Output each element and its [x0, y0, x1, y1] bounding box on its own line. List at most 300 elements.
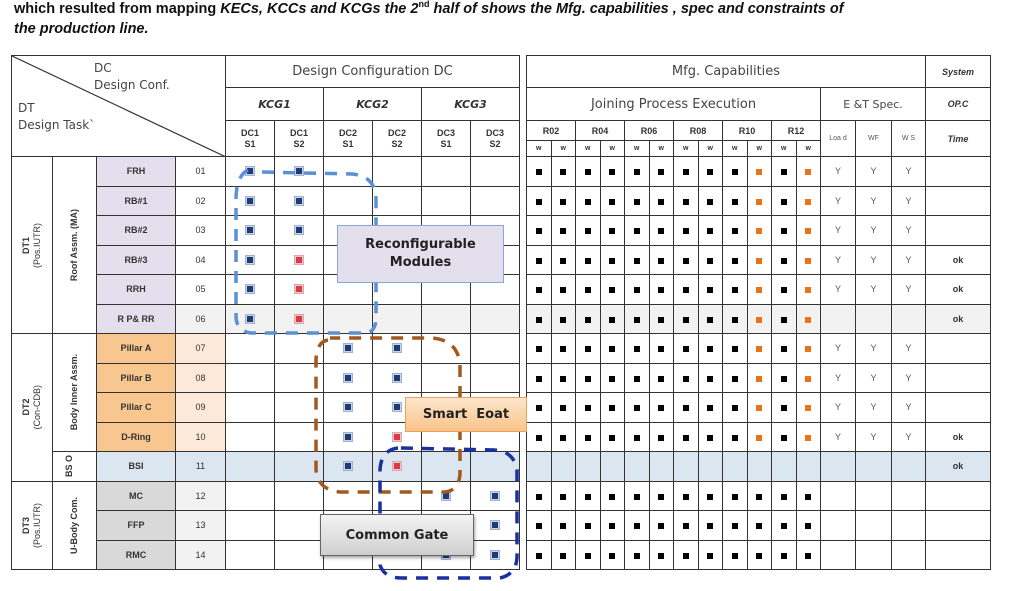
part-number: 01 [176, 157, 226, 187]
weld-cell [576, 481, 601, 511]
black-square-icon [732, 435, 738, 441]
black-square-icon [536, 258, 542, 264]
black-square-icon [683, 494, 689, 500]
black-square-icon [781, 258, 787, 264]
weld-col-header: w [723, 141, 748, 157]
black-square-icon [609, 169, 615, 175]
spec-cell: Y [892, 363, 926, 393]
weld-cell [576, 452, 601, 482]
black-square-icon [707, 287, 713, 293]
spec-cell [892, 304, 926, 334]
blue-mark-icon [442, 492, 450, 500]
weld-cell [625, 334, 650, 364]
dc-cell [226, 393, 275, 423]
blue-mark-icon [491, 551, 499, 559]
weld-col-header: w [674, 141, 699, 157]
weld-cell [772, 422, 797, 452]
weld-cell [600, 334, 625, 364]
weld-col-header: w [772, 141, 797, 157]
black-square-icon [536, 346, 542, 352]
blue-mark-icon [246, 256, 254, 264]
black-square-icon [536, 553, 542, 559]
black-square-icon [732, 405, 738, 411]
black-square-icon [732, 228, 738, 234]
black-square-icon [585, 376, 591, 382]
black-square-icon [707, 523, 713, 529]
blue-mark-icon [491, 492, 499, 500]
dc-cell [226, 275, 275, 305]
black-square-icon [634, 346, 640, 352]
part-name: RB#2 [97, 216, 176, 246]
weld-cell [674, 275, 699, 305]
weld-cell [649, 422, 674, 452]
weld-cell [796, 245, 821, 275]
weld-cell [600, 393, 625, 423]
spec-cell: Y [856, 216, 892, 246]
dc-cell [226, 481, 275, 511]
black-square-icon [683, 258, 689, 264]
weld-cell [674, 216, 699, 246]
weld-cell [747, 540, 772, 570]
weld-cell [747, 363, 772, 393]
spec-cell: Y [892, 216, 926, 246]
weld-col-header: w [551, 141, 576, 157]
spec-cell: Y [821, 334, 856, 364]
dc-col-header: DC2 S2 [373, 121, 422, 157]
dc-cell [275, 275, 324, 305]
dc-cell [275, 186, 324, 216]
weld-col-header: w [625, 141, 650, 157]
weld-cell [576, 334, 601, 364]
dc-cell [226, 363, 275, 393]
weld-cell [527, 216, 552, 246]
dc-cell [324, 363, 373, 393]
black-square-icon [634, 553, 640, 559]
red-mark-icon [295, 256, 303, 264]
weld-cell [625, 481, 650, 511]
weld-cell [527, 422, 552, 452]
weld-cell [796, 216, 821, 246]
dc-cell [422, 363, 471, 393]
et-spec-header: E &T Spec. [821, 88, 926, 121]
black-square-icon [732, 346, 738, 352]
weld-cell [551, 275, 576, 305]
table-row [12, 157, 520, 187]
dc-col-header: DC1 S2 [275, 121, 324, 157]
weld-cell [747, 275, 772, 305]
black-square-icon [683, 346, 689, 352]
blue-mark-icon [344, 344, 352, 352]
black-square-icon [732, 258, 738, 264]
black-square-icon [781, 523, 787, 529]
black-square-icon [585, 287, 591, 293]
weld-cell [698, 275, 723, 305]
spec-cell [821, 540, 856, 570]
black-square-icon [609, 228, 615, 234]
mfg-capabilities-table [526, 55, 991, 570]
robot-header: R10 [723, 121, 772, 141]
black-square-icon [683, 553, 689, 559]
dc-cell [226, 186, 275, 216]
black-square-icon [732, 523, 738, 529]
weld-cell [551, 245, 576, 275]
weld-cell [600, 275, 625, 305]
spec-cell: Y [856, 245, 892, 275]
black-square-icon [560, 317, 566, 323]
spec-cell: Y [892, 334, 926, 364]
part-number: 09 [176, 393, 226, 423]
black-square-icon [560, 228, 566, 234]
dc-cell [422, 157, 471, 187]
weld-cell [747, 334, 772, 364]
spec-cell [856, 304, 892, 334]
blue-mark-icon [246, 285, 254, 293]
dc-cell [275, 540, 324, 570]
black-square-icon [732, 494, 738, 500]
orange-square-icon [805, 287, 811, 293]
weld-cell [527, 452, 552, 482]
weld-cell [576, 245, 601, 275]
time-cell [926, 157, 991, 187]
weld-cell [551, 157, 576, 187]
black-square-icon [560, 287, 566, 293]
dc-cell [471, 334, 520, 364]
spec-cell: Y [821, 216, 856, 246]
sub-assembly-label: Roof Assm. (MA) [53, 157, 97, 334]
table-row [527, 334, 991, 364]
spec-cell [856, 540, 892, 570]
table-row [527, 186, 991, 216]
black-square-icon [536, 287, 542, 293]
weld-cell [772, 452, 797, 482]
blue-mark-icon [393, 344, 401, 352]
weld-cell [723, 334, 748, 364]
dc-col-header: DC3 S1 [422, 121, 471, 157]
header-corner [12, 56, 226, 157]
orange-square-icon [805, 169, 811, 175]
weld-cell [551, 216, 576, 246]
table-row [527, 304, 991, 334]
weld-cell [600, 304, 625, 334]
dc-cell [422, 334, 471, 364]
caption-line-2: the production line. [14, 20, 149, 37]
spec-cell: Y [821, 157, 856, 187]
weld-cell [600, 481, 625, 511]
weld-cell [747, 481, 772, 511]
dc-cell [324, 452, 373, 482]
system-header: System [926, 56, 991, 88]
table-row [527, 452, 991, 482]
weld-cell [723, 452, 748, 482]
table-row [12, 452, 520, 482]
black-square-icon [536, 435, 542, 441]
weld-cell [625, 452, 650, 482]
kcg3-header: KCG3 [422, 88, 520, 121]
orange-square-icon [756, 169, 762, 175]
black-square-icon [756, 553, 762, 559]
black-square-icon [634, 317, 640, 323]
weld-cell [674, 481, 699, 511]
weld-cell [600, 245, 625, 275]
weld-cell [576, 511, 601, 541]
spec-cell: Y [892, 393, 926, 423]
black-square-icon [585, 405, 591, 411]
weld-col-header: w [747, 141, 772, 157]
weld-cell [674, 452, 699, 482]
table-row [527, 481, 991, 511]
weld-cell [576, 275, 601, 305]
dc-cell [373, 157, 422, 187]
black-square-icon [609, 199, 615, 205]
dc-cell [275, 422, 324, 452]
design-task-group: DT2 (Con-CDB) [12, 334, 53, 482]
weld-cell [649, 245, 674, 275]
weld-cell [576, 540, 601, 570]
dc-cell [324, 393, 373, 423]
black-square-icon [560, 553, 566, 559]
weld-cell [649, 540, 674, 570]
weld-cell [698, 304, 723, 334]
black-square-icon [536, 228, 542, 234]
weld-cell [625, 216, 650, 246]
black-square-icon [560, 258, 566, 264]
sub-assembly-label: BS O [53, 452, 97, 482]
spec-cell [821, 511, 856, 541]
weld-cell [551, 452, 576, 482]
weld-cell [747, 511, 772, 541]
weld-col-header: w [600, 141, 625, 157]
weld-cell [649, 275, 674, 305]
black-square-icon [732, 376, 738, 382]
black-square-icon [634, 523, 640, 529]
spec-col-header: Loa d [821, 121, 856, 157]
black-square-icon [536, 523, 542, 529]
blue-mark-icon [344, 433, 352, 441]
part-number: 11 [176, 452, 226, 482]
black-square-icon [609, 553, 615, 559]
weld-cell [796, 275, 821, 305]
spec-cell [821, 304, 856, 334]
black-square-icon [732, 287, 738, 293]
weld-cell [674, 304, 699, 334]
black-square-icon [536, 317, 542, 323]
weld-cell [723, 363, 748, 393]
table-row [527, 245, 991, 275]
black-square-icon [707, 228, 713, 234]
dc-cell [373, 304, 422, 334]
black-square-icon [781, 494, 787, 500]
black-square-icon [658, 376, 664, 382]
weld-cell [551, 186, 576, 216]
weld-cell [698, 422, 723, 452]
spec-cell [892, 481, 926, 511]
orange-square-icon [756, 435, 762, 441]
part-name: MC [97, 481, 176, 511]
weld-cell [796, 452, 821, 482]
smart-eoat-callout: Smart Eoat [405, 397, 527, 432]
time-cell: ok [926, 304, 991, 334]
black-square-icon [658, 553, 664, 559]
weld-cell [723, 422, 748, 452]
spec-cell [856, 452, 892, 482]
weld-cell [551, 304, 576, 334]
black-square-icon [707, 553, 713, 559]
black-square-icon [560, 346, 566, 352]
spec-cell: Y [856, 422, 892, 452]
black-square-icon [609, 317, 615, 323]
black-square-icon [609, 523, 615, 529]
black-square-icon [781, 435, 787, 441]
black-square-icon [658, 228, 664, 234]
dc-cell [275, 363, 324, 393]
weld-cell [576, 393, 601, 423]
part-name: RRH [97, 275, 176, 305]
dc-cell [471, 452, 520, 482]
weld-cell [674, 422, 699, 452]
weld-cell [796, 422, 821, 452]
weld-cell [747, 422, 772, 452]
table-row [527, 157, 991, 187]
black-square-icon [585, 199, 591, 205]
black-square-icon [805, 553, 811, 559]
time-cell [926, 481, 991, 511]
time-cell [926, 216, 991, 246]
weld-cell [527, 334, 552, 364]
weld-cell [625, 157, 650, 187]
dc-cell [324, 157, 373, 187]
spec-cell: Y [856, 157, 892, 187]
blue-mark-icon [393, 403, 401, 411]
black-square-icon [683, 287, 689, 293]
time-header: Time [926, 121, 991, 157]
black-square-icon [707, 258, 713, 264]
weld-cell [698, 363, 723, 393]
black-square-icon [585, 553, 591, 559]
weld-col-header: w [796, 141, 821, 157]
orange-square-icon [756, 199, 762, 205]
black-square-icon [585, 523, 591, 529]
weld-cell [772, 511, 797, 541]
robot-header: R04 [576, 121, 625, 141]
kcg1-header: KCG1 [226, 88, 324, 121]
spec-cell [856, 481, 892, 511]
dc-cell [226, 216, 275, 246]
spec-cell: Y [856, 275, 892, 305]
black-square-icon [707, 199, 713, 205]
dc-cell [275, 334, 324, 364]
spec-cell: Y [856, 393, 892, 423]
dc-cell [471, 157, 520, 187]
weld-cell [625, 363, 650, 393]
part-number: 13 [176, 511, 226, 541]
weld-cell [649, 334, 674, 364]
weld-cell [600, 540, 625, 570]
weld-cell [674, 393, 699, 423]
weld-cell [600, 363, 625, 393]
weld-cell [723, 393, 748, 423]
table-row [12, 481, 520, 511]
part-number: 04 [176, 245, 226, 275]
dc-cell [471, 363, 520, 393]
black-square-icon [658, 287, 664, 293]
table-row [527, 422, 991, 452]
time-cell [926, 363, 991, 393]
figure-caption [14, 0, 1019, 39]
spec-cell: Y [892, 157, 926, 187]
black-square-icon [634, 228, 640, 234]
weld-cell [625, 275, 650, 305]
weld-cell [527, 511, 552, 541]
black-square-icon [609, 258, 615, 264]
dc-cell [324, 334, 373, 364]
weld-cell [527, 393, 552, 423]
weld-cell [723, 304, 748, 334]
blue-mark-icon [344, 462, 352, 470]
weld-cell [796, 481, 821, 511]
black-square-icon [707, 169, 713, 175]
black-square-icon [634, 258, 640, 264]
dc-cell [226, 540, 275, 570]
black-square-icon [658, 346, 664, 352]
dc-cell [275, 216, 324, 246]
dc-col-header: DC1 S1 [226, 121, 275, 157]
table-row [527, 540, 991, 570]
weld-cell [674, 511, 699, 541]
weld-cell [625, 540, 650, 570]
black-square-icon [781, 169, 787, 175]
weld-cell [649, 511, 674, 541]
kcg2-header: KCG2 [324, 88, 422, 121]
weld-cell [723, 216, 748, 246]
blue-mark-icon [295, 197, 303, 205]
spec-cell: Y [821, 275, 856, 305]
weld-cell [796, 540, 821, 570]
spec-cell [892, 540, 926, 570]
weld-cell [772, 275, 797, 305]
weld-cell [600, 422, 625, 452]
red-mark-icon [393, 462, 401, 470]
orange-square-icon [805, 346, 811, 352]
weld-col-header: w [649, 141, 674, 157]
dc-cell [373, 363, 422, 393]
weld-cell [796, 157, 821, 187]
orange-square-icon [805, 228, 811, 234]
black-square-icon [781, 553, 787, 559]
weld-cell [674, 245, 699, 275]
spec-cell: Y [821, 422, 856, 452]
black-square-icon [536, 405, 542, 411]
part-name: Pillar A [97, 334, 176, 364]
weld-cell [796, 393, 821, 423]
weld-cell [772, 216, 797, 246]
dc-cell [275, 245, 324, 275]
spec-cell: Y [821, 393, 856, 423]
design-configuration-table [11, 55, 520, 570]
weld-cell [698, 157, 723, 187]
spec-cell: Y [856, 363, 892, 393]
weld-cell [576, 157, 601, 187]
black-square-icon [781, 317, 787, 323]
weld-cell [772, 334, 797, 364]
spec-cell: Y [856, 334, 892, 364]
weld-cell [551, 334, 576, 364]
time-cell: ok [926, 452, 991, 482]
weld-cell [674, 363, 699, 393]
weld-cell [625, 511, 650, 541]
weld-cell [600, 157, 625, 187]
orange-square-icon [756, 317, 762, 323]
spec-cell: Y [856, 186, 892, 216]
